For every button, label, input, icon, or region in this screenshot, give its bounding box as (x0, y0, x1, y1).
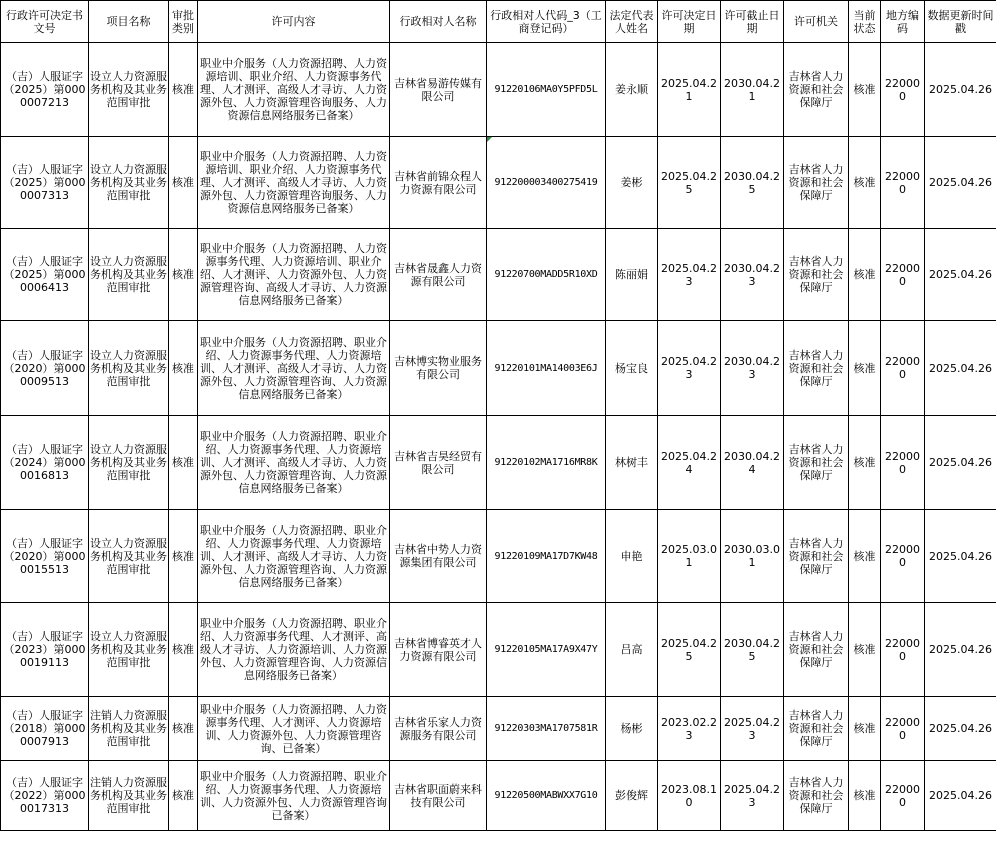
code-cell[interactable]: 91220105MA17A9X47Y (487, 603, 606, 697)
legal-rep-cell[interactable]: 姜永顺 (606, 43, 658, 137)
decision-date-cell[interactable]: 2025.04.23 (658, 321, 721, 416)
expiry-date-cell[interactable]: 2030.04.24 (721, 416, 784, 510)
authority-cell[interactable]: 吉林省人力资源和社会保障厅 (784, 43, 849, 137)
project-cell[interactable]: 设立人力资源服务机构及其业务范围审批 (89, 137, 169, 229)
code-cell[interactable]: 91220500MABWXX7G10 (487, 761, 606, 831)
code-cell[interactable]: 91220303MA1707581R (487, 697, 606, 761)
table-row (1, 321, 996, 416)
authority-cell[interactable]: 吉林省人力资源和社会保障厅 (784, 510, 849, 603)
content-cell[interactable]: 职业中介服务（人力资源招聘、职业介绍、人力资源事务代理、人力资源培训、人力资源外包、人力资源管理咨询已备案） (198, 761, 390, 831)
category-cell[interactable]: 核准 (169, 137, 198, 229)
updated-cell[interactable]: 2025.04.26 (925, 510, 996, 603)
doc-no-cell[interactable]: （吉）人服证字（2020）第0000015513 (1, 510, 89, 603)
content-cell[interactable]: 职业中介服务（人力资源招聘、职业介绍、人力资源事务代理、人才测评、高级人才寻访、人力资源培训、人力资源外包、人力资源管理咨询、人力资源信息网络服务已备案） (198, 603, 390, 697)
header-legal-rep: 法定代表人姓名 (606, 1, 658, 43)
authority-cell[interactable]: 吉林省人力资源和社会保障厅 (784, 416, 849, 510)
authority-cell[interactable]: 吉林省人力资源和社会保障厅 (784, 321, 849, 416)
category-cell[interactable]: 核准 (169, 229, 198, 321)
content-cell[interactable]: 职业中介服务（人力资源招聘、职业介绍、人力资源事务代理、人力资源培训、人才测评、高级人才寻访、人力资源外包、人力资源管理咨询、人力资源信息网络服务已备案） (198, 510, 390, 603)
project-cell[interactable]: 设立人力资源服务机构及其业务范围审批 (89, 229, 169, 321)
legal-rep-cell[interactable]: 陈丽娟 (606, 229, 658, 321)
status-cell[interactable]: 核准 (849, 603, 881, 697)
project-cell[interactable]: 注销人力资源服务机构及其业务范围审批 (89, 697, 169, 761)
decision-date-cell[interactable]: 2023.02.23 (658, 697, 721, 761)
updated-cell[interactable]: 2025.04.26 (925, 603, 996, 697)
name-cell[interactable]: 吉林博实物业服务有限公司 (390, 321, 487, 416)
table-row (1, 416, 996, 510)
name-cell[interactable]: 吉林省晟鑫人力资源有限公司 (390, 229, 487, 321)
updated-cell[interactable]: 2025.04.26 (925, 43, 996, 137)
name-cell[interactable]: 吉林省博睿英才人力资源有限公司 (390, 603, 487, 697)
decision-date-cell[interactable]: 2025.04.25 (658, 603, 721, 697)
content-cell[interactable]: 职业中介服务（人力资源招聘、职业介绍、人力资源事务代理、人力资源培训、人才测评、高级人才寻访、人力资源外包、人力资源管理咨询、人力资源信息网络服务已备案） (198, 416, 390, 510)
expiry-date-cell[interactable]: 2025.04.23 (721, 697, 784, 761)
header-updated: 数据更新时间戳 (925, 1, 996, 43)
content-cell[interactable]: 职业中介服务（人力资源招聘、人力资源培训、职业介绍、人力资源事务代理、人才测评、高级人才寻访、人力资源外包、人力资源管理咨询服务、人力资源信息网络服务已备案） (198, 43, 390, 137)
category-cell[interactable]: 核准 (169, 761, 198, 831)
doc-no-cell[interactable]: （吉）人服证字（2025）第0000007213 (1, 43, 89, 137)
area-code-cell[interactable]: 220000 (881, 229, 925, 321)
expiry-date-cell[interactable]: 2030.04.21 (721, 43, 784, 137)
code-cell[interactable]: 91220700MADD5R10XD (487, 229, 606, 321)
name-cell[interactable]: 吉林省职面蔚来科技有限公司 (390, 761, 487, 831)
legal-rep-cell[interactable]: 林树丰 (606, 416, 658, 510)
authority-cell[interactable]: 吉林省人力资源和社会保障厅 (784, 761, 849, 831)
status-cell[interactable]: 核准 (849, 697, 881, 761)
area-code-cell[interactable]: 220000 (881, 137, 925, 229)
header-status: 当前状态 (849, 1, 881, 43)
header-area-code: 地方编码 (881, 1, 925, 43)
expiry-date-cell[interactable]: 2030.04.25 (721, 603, 784, 697)
decision-date-cell[interactable]: 2025.04.21 (658, 43, 721, 137)
code-cell[interactable]: 91220106MA0Y5PFD5L (487, 43, 606, 137)
authority-cell[interactable]: 吉林省人力资源和社会保障厅 (784, 229, 849, 321)
area-code-cell[interactable]: 220000 (881, 416, 925, 510)
area-code-cell[interactable]: 220000 (881, 697, 925, 761)
project-cell[interactable]: 设立人力资源服务机构及其业务范围审批 (89, 603, 169, 697)
doc-no-cell[interactable]: （吉）人服证字（2020）第0000009513 (1, 321, 89, 416)
doc-no-cell[interactable]: （吉）人服证字（2024）第0000016813 (1, 416, 89, 510)
table-row (1, 603, 996, 697)
expiry-date-cell[interactable]: 2030.04.25 (721, 137, 784, 229)
expiry-date-cell[interactable]: 2030.03.01 (721, 510, 784, 603)
legal-rep-cell[interactable]: 姜彬 (606, 137, 658, 229)
category-cell[interactable]: 核准 (169, 603, 198, 697)
decision-date-cell[interactable]: 2025.03.01 (658, 510, 721, 603)
updated-cell[interactable]: 2025.04.26 (925, 697, 996, 761)
legal-rep-cell[interactable]: 杨彬 (606, 697, 658, 761)
doc-no-cell[interactable]: （吉）人服证字（2023）第0000019113 (1, 603, 89, 697)
decision-date-cell[interactable]: 2023.08.10 (658, 761, 721, 831)
category-cell[interactable]: 核准 (169, 510, 198, 603)
updated-cell[interactable]: 2025.04.26 (925, 229, 996, 321)
table-row (1, 43, 996, 137)
name-cell[interactable]: 吉林省乐家人力资源服务有限公司 (390, 697, 487, 761)
header-project: 项目名称 (89, 1, 169, 43)
expiry-date-cell[interactable]: 2030.04.23 (721, 229, 784, 321)
project-cell[interactable]: 设立人力资源服务机构及其业务范围审批 (89, 43, 169, 137)
name-cell[interactable]: 吉林省易游传媒有限公司 (390, 43, 487, 137)
header-name: 行政相对人名称 (390, 1, 487, 43)
header-expiry-date: 许可截止日期 (721, 1, 784, 43)
updated-cell[interactable]: 2025.04.26 (925, 761, 996, 831)
expiry-date-cell[interactable]: 2030.04.23 (721, 321, 784, 416)
decision-date-cell[interactable]: 2025.04.25 (658, 137, 721, 229)
name-cell[interactable]: 吉林省中势人力资源集团有限公司 (390, 510, 487, 603)
status-cell[interactable]: 核准 (849, 229, 881, 321)
content-cell[interactable]: 职业中介服务（人力资源招聘、人力资源事务代理、人才测评、人力资源培训、人力资源外包、人力资源管理咨询、已备案） (198, 697, 390, 761)
code-cell[interactable]: 91220101MA14003E6J (487, 321, 606, 416)
legal-rep-cell[interactable]: 彭俊辉 (606, 761, 658, 831)
code-cell[interactable]: 91220109MA17D7KW48 (487, 510, 606, 603)
status-cell[interactable]: 核准 (849, 416, 881, 510)
doc-no-cell[interactable]: （吉）人服证字（2022）第0000017313 (1, 761, 89, 831)
doc-no-cell[interactable]: （吉）人服证字（2018）第0000007913 (1, 697, 89, 761)
category-cell[interactable]: 核准 (169, 416, 198, 510)
status-cell[interactable]: 核准 (849, 43, 881, 137)
authority-cell[interactable]: 吉林省人力资源和社会保障厅 (784, 697, 849, 761)
table-row (1, 761, 996, 831)
expiry-date-cell[interactable]: 2025.04.23 (721, 761, 784, 831)
area-code-cell[interactable]: 220000 (881, 321, 925, 416)
category-cell[interactable]: 核准 (169, 697, 198, 761)
project-cell[interactable]: 设立人力资源服务机构及其业务范围审批 (89, 416, 169, 510)
authority-cell[interactable]: 吉林省人力资源和社会保障厅 (784, 603, 849, 697)
status-cell[interactable]: 核准 (849, 137, 881, 229)
area-code-cell[interactable]: 220000 (881, 603, 925, 697)
name-cell[interactable]: 吉林省前锦众程人力资源有限公司 (390, 137, 487, 229)
status-cell[interactable]: 核准 (849, 510, 881, 603)
table-row (1, 137, 996, 229)
updated-cell[interactable]: 2025.04.26 (925, 416, 996, 510)
area-code-cell[interactable]: 220000 (881, 43, 925, 137)
code-cell[interactable]: 91220102MA1716MR8K (487, 416, 606, 510)
project-cell[interactable]: 设立人力资源服务机构及其业务范围审批 (89, 510, 169, 603)
legal-rep-cell[interactable]: 申艳 (606, 510, 658, 603)
updated-cell[interactable]: 2025.04.26 (925, 321, 996, 416)
legal-rep-cell[interactable]: 吕高 (606, 603, 658, 697)
area-code-cell[interactable]: 220000 (881, 510, 925, 603)
doc-no-cell[interactable]: （吉）人服证字（2025）第0000007313 (1, 137, 89, 229)
decision-date-cell[interactable]: 2025.04.23 (658, 229, 721, 321)
project-cell[interactable]: 注销人力资源服务机构及其业务范围审批 (89, 761, 169, 831)
content-cell[interactable]: 职业中介服务（人力资源招聘、职业介绍、人力资源事务代理、人力资源培训、人才测评、高级人才寻访、人力资源外包、人力资源管理咨询、人力资源信息网络服务已备案） (198, 321, 390, 416)
table-row (1, 510, 996, 603)
content-cell[interactable]: 职业中介服务（人力资源招聘、人力资源事务代理、人力资源培训、职业介绍、人才测评、人力资源外包、人力资源管理咨询、高级人才寻访、人力资源信息网络服务已备案） (198, 229, 390, 321)
code-cell[interactable]: 912200003400275419 (487, 137, 606, 229)
category-cell[interactable]: 核准 (169, 321, 198, 416)
legal-rep-cell[interactable]: 杨宝良 (606, 321, 658, 416)
decision-date-cell[interactable]: 2025.04.24 (658, 416, 721, 510)
header-row (1, 1, 996, 43)
content-cell[interactable]: 职业中介服务（人力资源招聘、人力资源培训、职业介绍、人力资源事务代理、人才测评、高级人才寻访、人力资源外包、人力资源管理咨询服务、人力资源信息网络服务已备案） (198, 137, 390, 229)
area-code-cell[interactable]: 220000 (881, 761, 925, 831)
header-category: 审批类别 (169, 1, 198, 43)
status-cell[interactable]: 核准 (849, 761, 881, 831)
project-cell[interactable]: 设立人力资源服务机构及其业务范围审批 (89, 321, 169, 416)
header-content: 许可内容 (198, 1, 390, 43)
table-row (1, 229, 996, 321)
category-cell[interactable]: 核准 (169, 43, 198, 137)
status-cell[interactable]: 核准 (849, 321, 881, 416)
header-code: 行政相对人代码_3（工商登记码） (487, 1, 606, 43)
updated-cell[interactable]: 2025.04.26 (925, 137, 996, 229)
header-decision-date: 许可决定日期 (658, 1, 721, 43)
doc-no-cell[interactable]: （吉）人服证字（2025）第0000006413 (1, 229, 89, 321)
authority-cell[interactable]: 吉林省人力资源和社会保障厅 (784, 137, 849, 229)
header-doc-no: 行政许可决定书文号 (1, 1, 89, 43)
header-authority: 许可机关 (784, 1, 849, 43)
name-cell[interactable]: 吉林省吉昊经贸有限公司 (390, 416, 487, 510)
table-row (1, 697, 996, 761)
